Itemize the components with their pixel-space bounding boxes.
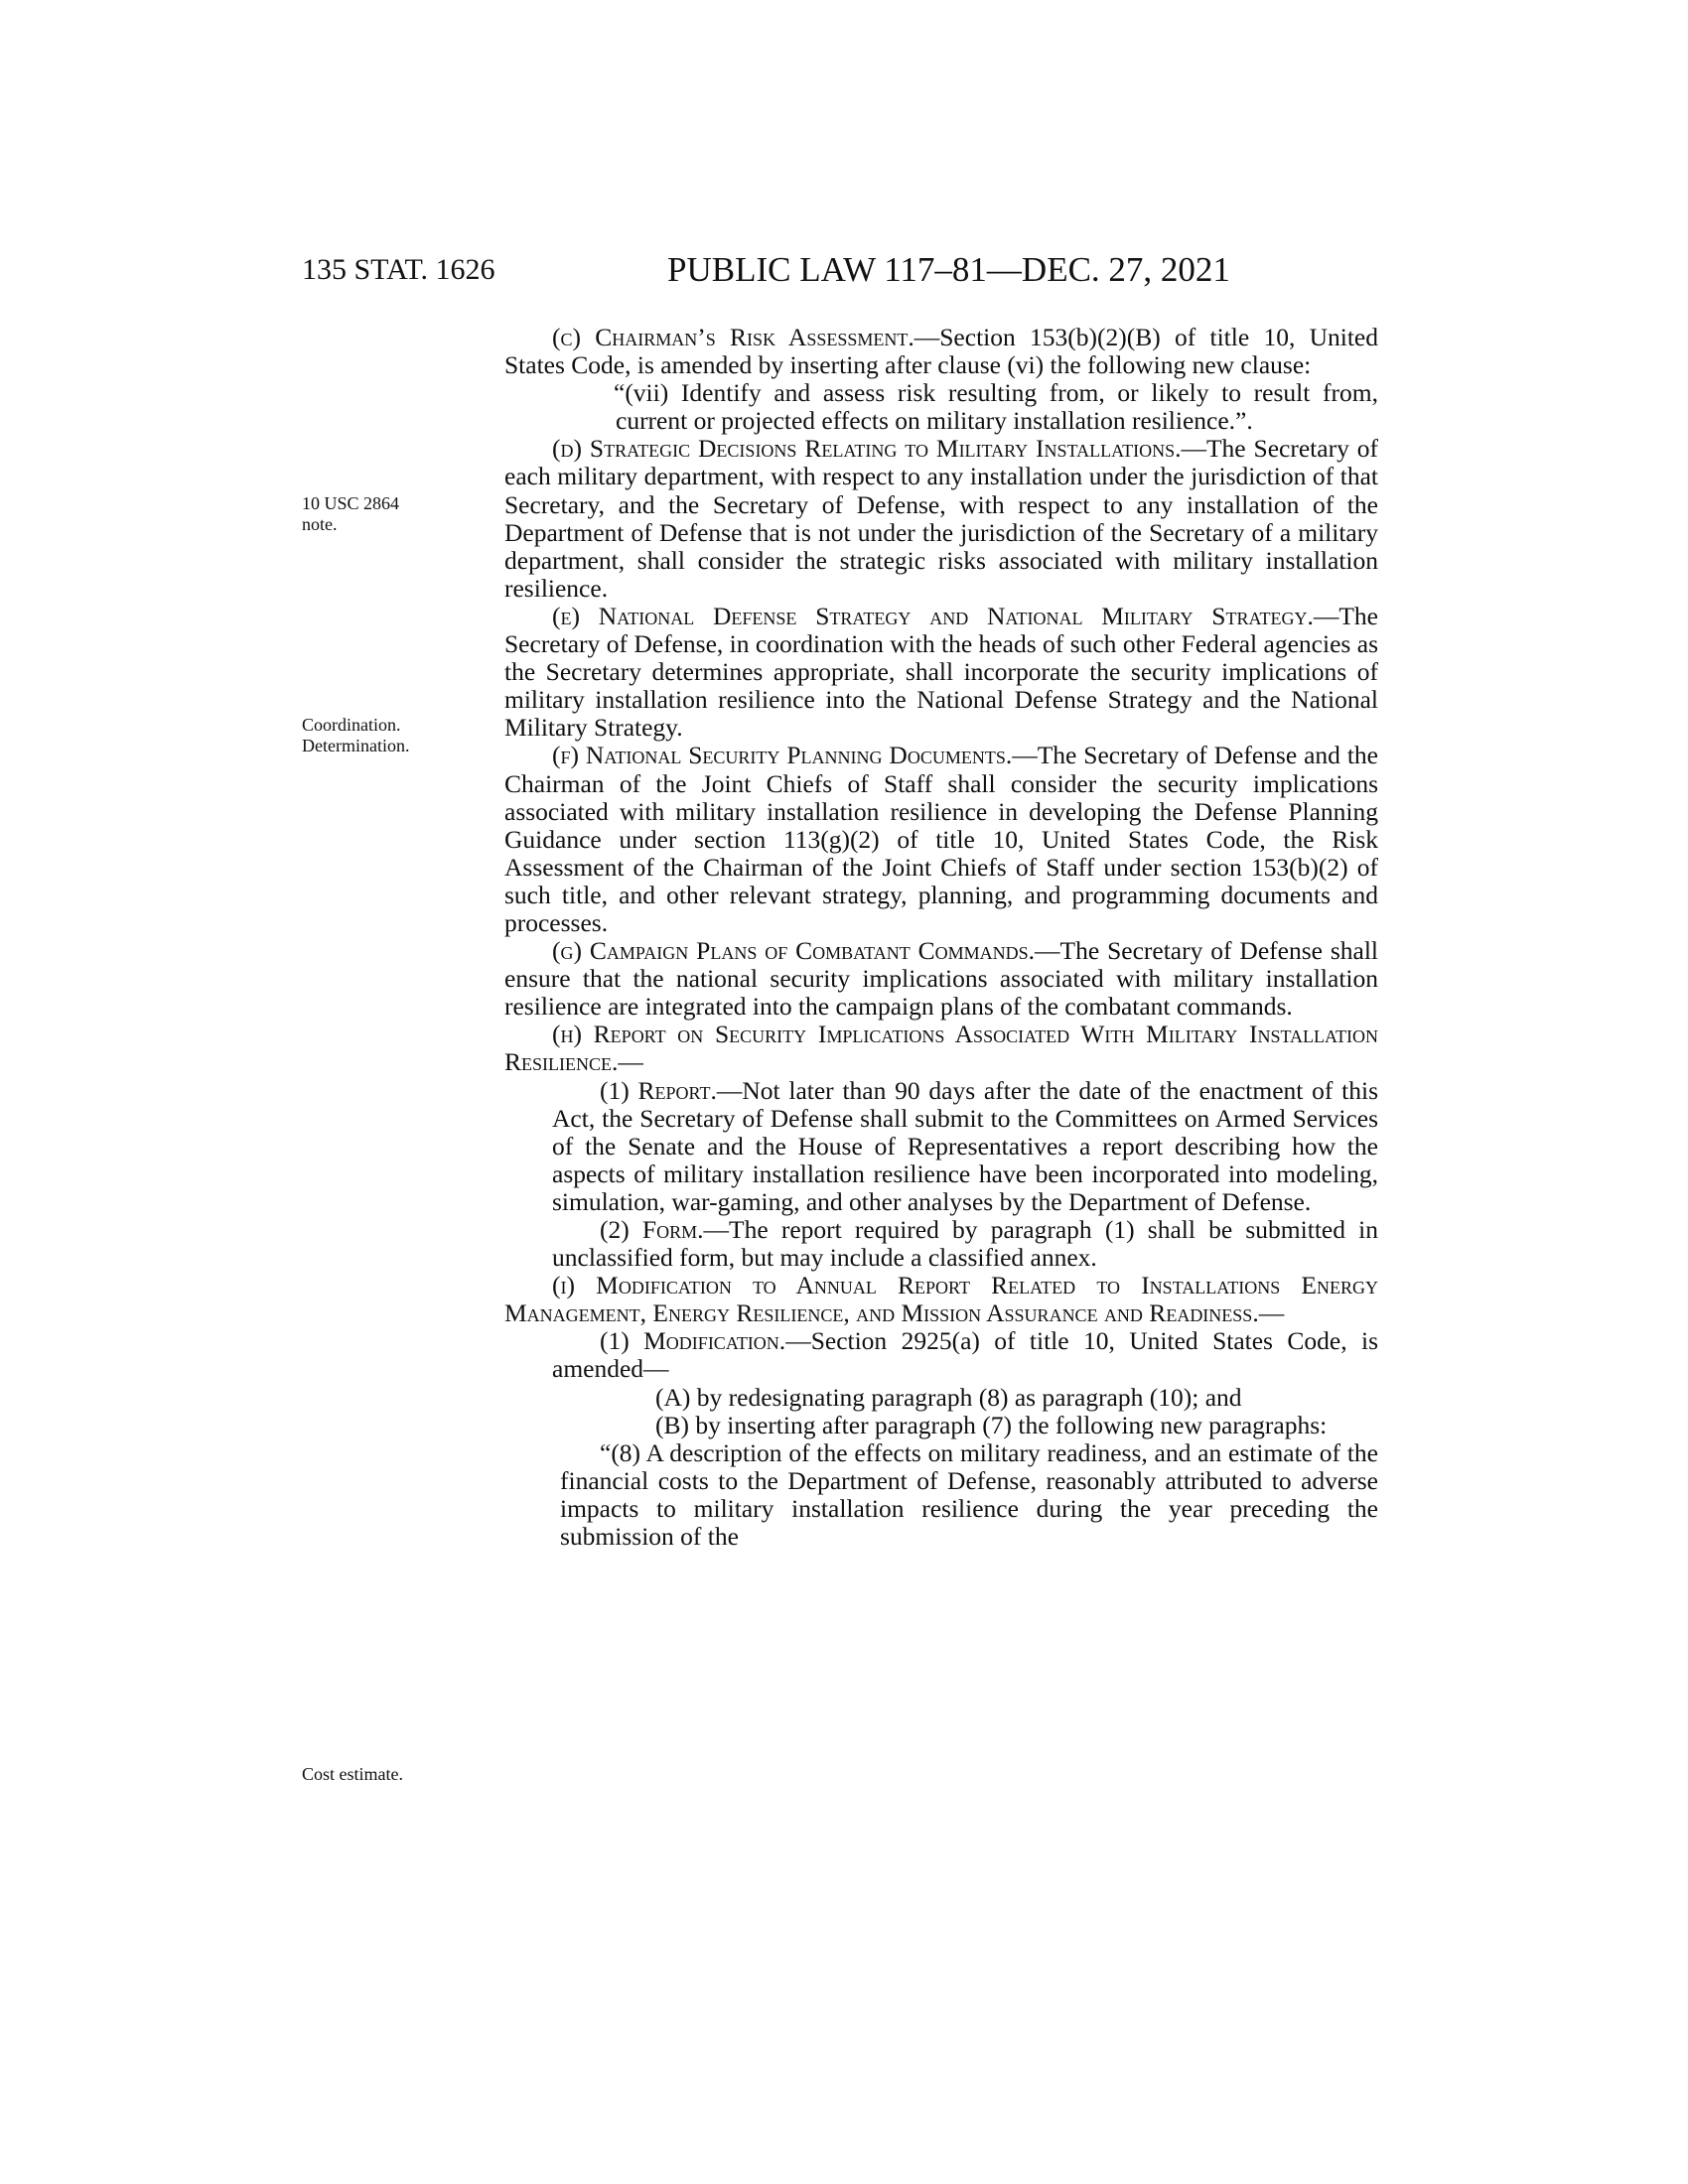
paragraph-text: —The report required by paragraph (1) shall be submitted in unclassified form, but may include a classified annex. (552, 1215, 1378, 1273)
subsection-g (504, 937, 1378, 1021)
subsection-heading: (g) Campaign Plans of Combatant Commands. (552, 936, 1036, 966)
subsection-heading: (f) National Security Planning Documents. (552, 741, 1013, 770)
paragraph-text: —Section 2925(a) of title 10, United States Code, is amended— (552, 1326, 1378, 1384)
subsection-d (504, 435, 1378, 603)
subsection-text: —The Secretary of Defense, in coordination with the heads of such other Federal agencies as the Secretary determines appropriate, shall incorporate the security implications of military installation resilience into the National Defense Strategy and the National Military Strategy. (504, 601, 1378, 743)
inserted-paragraph-text: “(8) A description of the effects on military readiness, and an estimate of the financial costs to the Department of Defense, reasonably attributed to adverse impacts to military installation resilience during the year preceding the submission of the (560, 1437, 1378, 1552)
subsection-text: — (618, 1047, 643, 1077)
subsection-heading: (c) Chairman’s Risk Assessment. (552, 323, 914, 351)
subparagraph-b (504, 1412, 1378, 1439)
paragraph-h-2 (504, 1216, 1378, 1272)
public-law-title: PUBLIC LAW 117–81—DEC. 27, 2021 (667, 250, 1230, 289)
paragraph-text: —Not later than 90 days after the date of the enactment of this Act, the Secretary of Defense shall submit to the Committees on Armed Services of the Senate and the House of Representatives a report describing how the aspects of military installation resilience have been incorporated into modeling, simulation, war-gaming, and other analyses by the Department of Defense. (552, 1075, 1378, 1216)
subsection-h (504, 1021, 1378, 1076)
subsection-f (504, 742, 1378, 937)
subsection-heading: (e) National Defense Strategy and National Military Strategy. (552, 601, 1314, 630)
subparagraph-a (504, 1384, 1378, 1412)
subsection-text: —Section 153(b)(2)(B) of title 10, United States Code, is amended by inserting after clause (vi) the following new clause: (504, 323, 1378, 380)
subsection-text: —The Secretary of Defense shall ensure that the national security implications associated with military installation resilience are integrated into the campaign plans of the combatant commands. (504, 936, 1378, 1022)
subsection-c (504, 324, 1378, 379)
inserted-paragraph-8 (504, 1439, 1378, 1551)
subsection-heading: (i) Modification to Annual Report Related to Installations Energy Management, Energy Resilience, and Mission Assurance and Readiness. (504, 1271, 1378, 1328)
margin-note-cost-estimate: Cost estimate. (302, 1764, 403, 1784)
subsection-heading: (h) Report on Security Implications Associated With Military Installation Resilience. (504, 1020, 1378, 1077)
subsection-i (504, 1272, 1378, 1327)
stat-page-number: 135 STAT. 1626 (302, 253, 495, 286)
subsection-e (504, 603, 1378, 742)
subparagraph-text: (A) by redesignating paragraph (8) as paragraph (10); and (655, 1382, 1242, 1412)
margin-note-usc: 10 USC 2864 note. (302, 493, 400, 534)
subsection-text: —The Secretary of Defense and the Chairman of the Joint Chiefs of Staff shall consider the security implications associated with military installation resilience in developing the Defense Planning Guidance under section 113(g)(2) of title 10, United States Code, the Risk Assessment of the Chairman of the Joint Chiefs of Staff under section 153(b)(2) of such title, and other relevant strategy, planning, and programming documents and processes. (504, 741, 1378, 937)
page-header (0, 250, 1688, 290)
margin-note-coordination: Coordination. Determination. (302, 715, 410, 755)
subsection-text: — (1258, 1298, 1285, 1328)
subparagraph-text: (B) by inserting after paragraph (7) the following new paragraphs: (655, 1410, 1328, 1439)
paragraph-h-1 (504, 1077, 1378, 1216)
paragraph-heading: (1) Modification. (600, 1326, 786, 1356)
subsection-text: —The Secretary of each military department, with respect to any installation under the jurisdiction of that Secretary, and the Secretary of Defense, with respect to any installation of the Department of Defense that is not under the jurisdiction of the Secretary of a military department, shall consider the strategic risks associated with military installation resilience. (504, 434, 1378, 603)
statute-body (504, 324, 1378, 1551)
paragraph-i-1 (504, 1327, 1378, 1383)
paragraph-heading: (1) Report. (600, 1075, 717, 1105)
clause-vii (504, 379, 1378, 435)
subsection-heading: (d) Strategic Decisions Relating to Military Installations. (552, 434, 1182, 464)
paragraph-heading: (2) Form. (600, 1215, 704, 1244)
clause-text: “(vii) Identify and assess risk resulting from, or likely to result from, current or projected effects on military installation resilience.”. (614, 378, 1378, 436)
